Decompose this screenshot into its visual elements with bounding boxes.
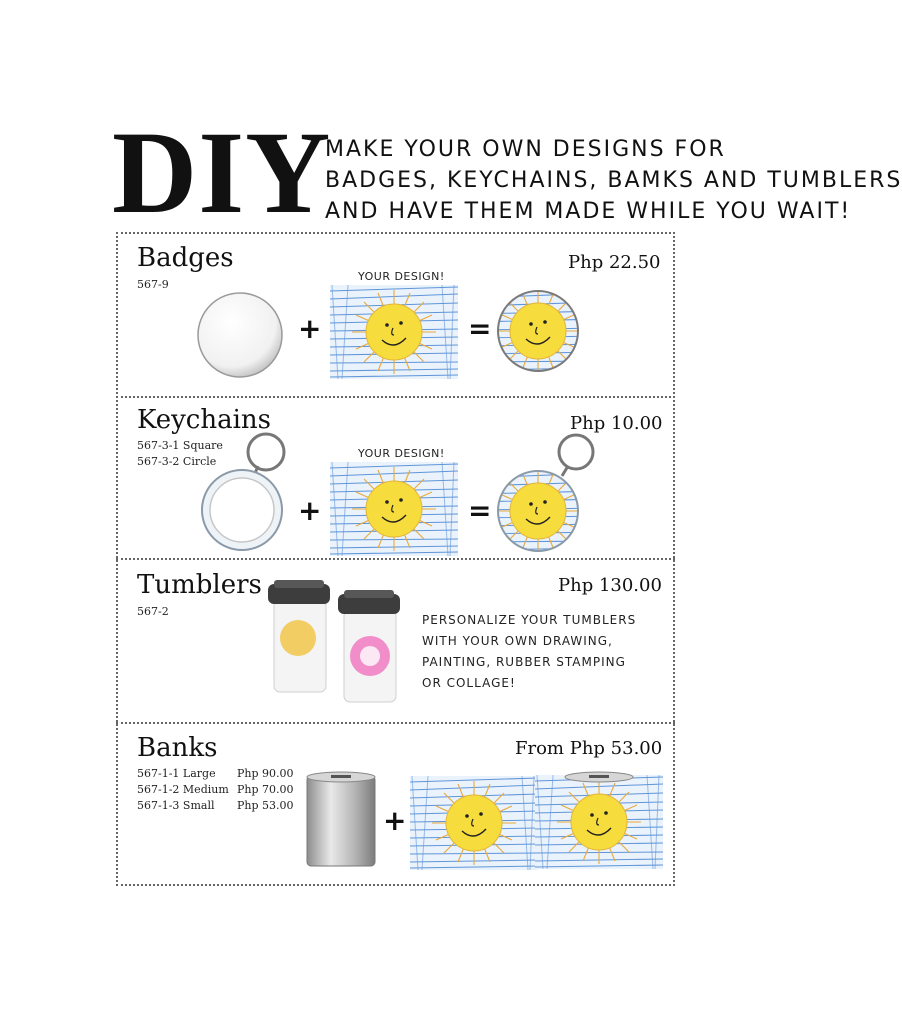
plus-sign: +: [298, 494, 322, 527]
section-divider: [116, 558, 675, 560]
bank-size-code: 567-1-3 Small: [137, 799, 215, 812]
finished-badge-image: [493, 286, 583, 380]
badges-code: 567-9: [137, 278, 169, 291]
keychains-price: Php 10.00: [570, 413, 663, 434]
bank-size-code: 567-1-2 Medium: [137, 783, 229, 796]
tumblers-title: Tumblers: [137, 570, 262, 600]
equals-sign: =: [468, 494, 492, 527]
section-divider: [116, 722, 675, 724]
bank-size-row: [137, 766, 294, 782]
blank-badge-image: [195, 290, 285, 384]
banks-title: Banks: [137, 733, 218, 763]
bank-size-price: Php 90.00: [237, 767, 294, 780]
bank-size-row: [137, 798, 294, 814]
tumblers-description: [422, 610, 636, 694]
blank-tin-bank-image: [305, 770, 377, 874]
sun-drawing-image: [410, 776, 538, 870]
description-line: WITH YOUR OWN DRAWING,: [422, 634, 613, 648]
keychain-code: 567-3-2 Circle: [137, 455, 217, 468]
your-design-label: YOUR DESIGN!: [358, 447, 445, 460]
tagline-line: BADGES, KEYCHAINS, BAMKS AND TUMBLERS: [325, 168, 902, 193]
tagline-line: AND HAVE THEM MADE WHILE YOU WAIT!: [325, 199, 852, 224]
description-line: PERSONALIZE YOUR TUMBLERS: [422, 613, 637, 627]
tagline-line: MAKE YOUR OWN DESIGNS FOR: [325, 137, 726, 162]
equals-sign: =: [468, 312, 492, 345]
bank-size-code: 567-1-1 Large: [137, 767, 216, 780]
tumblers-image: [264, 578, 406, 712]
sun-drawing-image: [330, 285, 458, 379]
description-line: OR COLLAGE!: [422, 676, 516, 690]
badges-title: Badges: [137, 243, 234, 273]
bank-size-row: [137, 782, 294, 798]
banks-size-list: [137, 766, 294, 814]
plus-sign: +: [383, 804, 407, 837]
tagline: [325, 134, 902, 227]
sun-drawing-image: [330, 462, 458, 556]
badges-price: Php 22.50: [568, 252, 661, 273]
tumblers-price: Php 130.00: [558, 575, 662, 596]
section-divider: [116, 396, 675, 398]
your-design-label: YOUR DESIGN!: [358, 270, 445, 283]
keychain-code: 567-3-1 Square: [137, 439, 223, 452]
blank-keychain-image: [194, 430, 294, 554]
banks-price: From Php 53.00: [515, 738, 663, 759]
bank-size-price: Php 53.00: [237, 799, 294, 812]
finished-keychain-image: [492, 430, 592, 554]
keychains-title: Keychains: [137, 405, 272, 435]
diy-title: DIY: [112, 107, 332, 238]
tumblers-code: 567-2: [137, 605, 169, 618]
bank-size-price: Php 70.00: [237, 783, 294, 796]
description-line: PAINTING, RUBBER STAMPING: [422, 655, 626, 669]
plus-sign: +: [298, 312, 322, 345]
finished-tin-bank-image: [563, 770, 635, 874]
